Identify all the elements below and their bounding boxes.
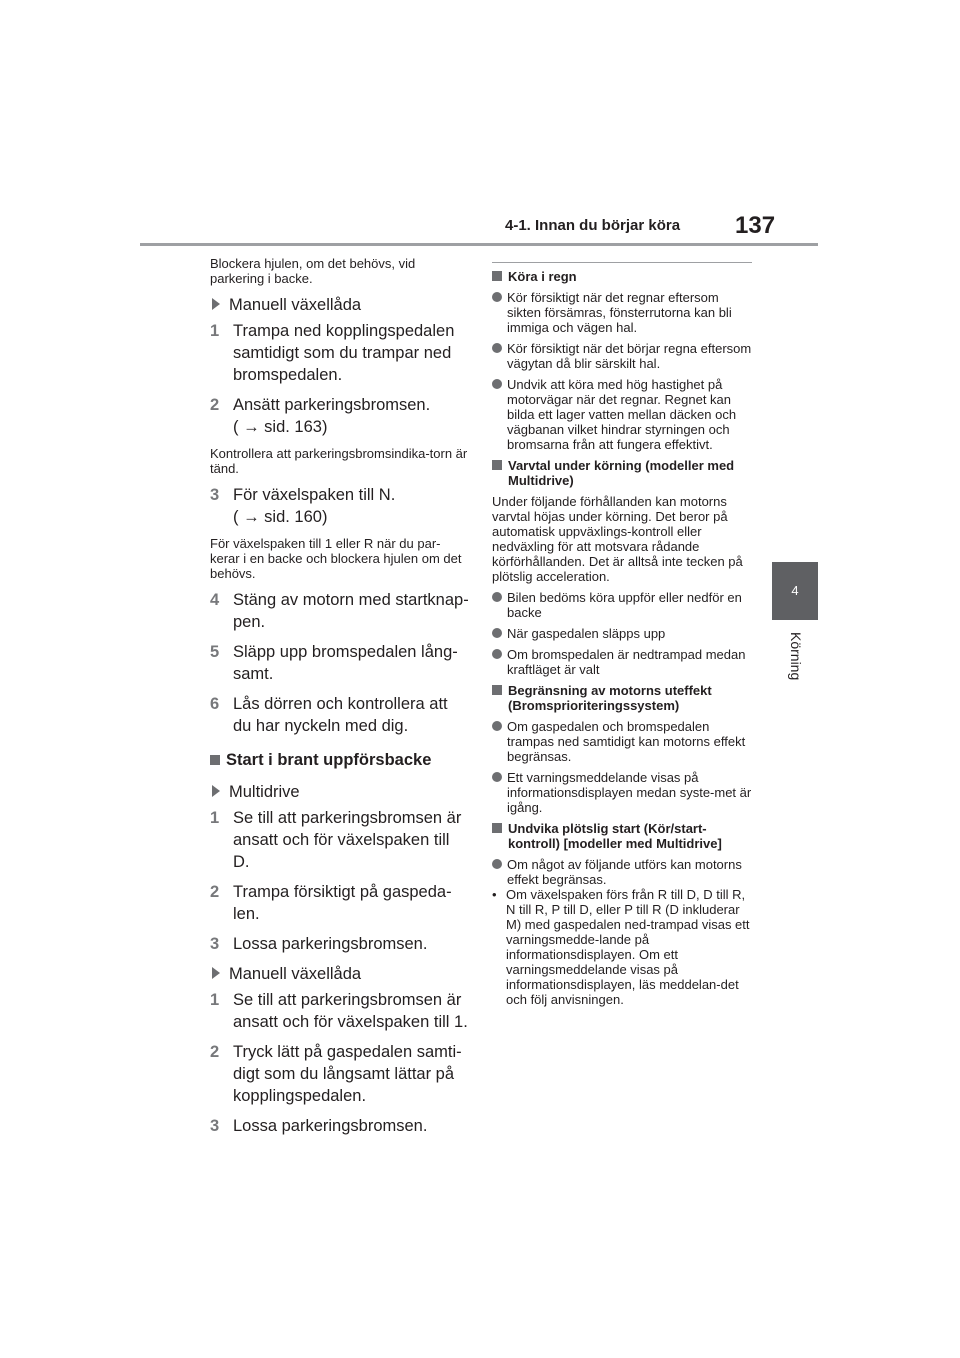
step: 1 Trampa ned kopplingspedalen samtidigt som du trampar ned bromspedalen. xyxy=(210,322,455,384)
step: 3 Lossa parkeringsbromsen. xyxy=(210,935,428,953)
step: 4 Stäng av motorn med startknap-pen. xyxy=(210,591,469,631)
bullet-icon xyxy=(492,343,502,353)
triangle-icon xyxy=(212,298,220,310)
header-title: 4-1. Innan du börjar köra xyxy=(505,217,681,234)
bullet-icon xyxy=(492,628,502,638)
info-heading: Begränsning av motorns uteffekt (Bromsprioriteringssystem) xyxy=(492,683,752,713)
note-text: Kontrollera att parkeringsbromsindika-torn är tänd. xyxy=(210,446,468,476)
square-icon xyxy=(492,271,502,281)
chapter-tab: 4 xyxy=(772,562,818,620)
right-column xyxy=(492,262,752,1013)
triangle-icon xyxy=(212,785,220,797)
step: 5 Släpp upp bromspedalen lång-samt. xyxy=(210,643,458,683)
square-icon xyxy=(492,460,502,470)
page-reference: ( → sid. 163) xyxy=(233,418,328,436)
bullet-item: Om bromspedalen är nedtrampad medan kraftläget är valt xyxy=(492,647,752,677)
step: 2 Tryck lätt på gaspedalen samti-digt som du långsamt lättar på kopplingspedalen. xyxy=(210,1043,462,1105)
bullet-item: Bilen bedöms köra uppför eller nedför en backe xyxy=(492,590,752,620)
bullet-icon xyxy=(492,649,502,659)
step: 3 För växelspaken till N. ( → sid. 160) xyxy=(210,486,396,526)
bullet-item: Kör försiktigt när det regnar eftersom sikten försämras, fönsterrutorna kan bli immiga och vägen hal. xyxy=(492,290,752,335)
info-heading: Undvika plötslig start (Kör/start-kontroll) [modeller med Multidrive] xyxy=(492,821,752,851)
square-icon xyxy=(492,823,502,833)
small-bullet-icon: • xyxy=(492,887,497,902)
sub-bullet-item: • Om växelspaken förs från R till D, D till R, N till R, P till D, eller P till R (D inkluderar M) med gaspedalen ned-trampad visas ett varningsmedde-lande på informationsdisplayen. Om ett varningsmeddelande visas på informationsdisplayen, läs meddelan-det och följ anvisningen. xyxy=(492,887,750,1007)
subheading-multidrive: Multidrive xyxy=(210,781,470,803)
section-heading: Start i brant uppförsbacke xyxy=(210,749,470,771)
bullet-icon xyxy=(492,592,502,602)
note-text: För växelspaken till 1 eller R när du par-kerar i en backe och blockera hjulen om det behövs. xyxy=(210,536,462,581)
step: 2 Ansätt parkeringsbromsen. ( → sid. 163) xyxy=(210,396,431,436)
bullet-item: Undvik att köra med hög hastighet på motorvägar när det regnar. Regnet kan bilda ett lager vatten mellan däcken och vägbanan vilket hindrar styrningen och bromsarna från att fungera effektivt. xyxy=(492,377,752,452)
info-heading: Köra i regn xyxy=(492,269,752,284)
triangle-icon xyxy=(212,967,220,979)
column-divider xyxy=(492,262,752,263)
bullet-icon xyxy=(492,379,502,389)
info-heading: Varvtal under körning (modeller med Multidrive) xyxy=(492,458,752,488)
left-column xyxy=(210,256,470,1145)
bullet-item: Kör försiktigt när det börjar regna eftersom vägytan då blir särskilt hal. xyxy=(492,341,752,371)
square-icon xyxy=(210,755,220,765)
bullet-icon xyxy=(492,859,502,869)
subheading-manual: Manuell växellåda xyxy=(210,963,470,985)
bullet-icon xyxy=(492,772,502,782)
bullet-icon xyxy=(492,292,502,302)
header-divider xyxy=(140,243,818,246)
info-paragraph: Under följande förhållanden kan motorns varvtal höjas under körning. Det beror på automatisk uppväxlings-kontroll eller nedväxling för att motsvara rådande körförhållanden. Det är alltså inte tecken på plötslig acceleration. xyxy=(492,494,743,584)
bullet-item: När gaspedalen släpps upp xyxy=(492,626,752,641)
step: 2 Trampa försiktigt på gaspeda-len. xyxy=(210,883,452,923)
intro-text: Blockera hjulen, om det behövs, vid parkering i backe. xyxy=(210,256,416,286)
bullet-item: Om gaspedalen och bromspedalen trampas ned samtidigt kan motorns effekt begränsas. xyxy=(492,719,752,764)
page-reference: ( → sid. 160) xyxy=(233,508,328,526)
step: 1 Se till att parkeringsbromsen är ansatt och för växelspaken till D. xyxy=(210,809,462,871)
bullet-item: Om något av följande utförs kan motorns effekt begränsas. xyxy=(492,857,752,887)
bullet-item: Ett varningsmeddelande visas på informationsdisplayen medan syste-met är igång. xyxy=(492,770,752,815)
square-icon xyxy=(492,685,502,695)
subheading-manual: Manuell växellåda xyxy=(210,294,470,316)
chapter-label: Körning xyxy=(788,632,804,681)
page-number: 137 xyxy=(735,212,776,239)
step: 3 Lossa parkeringsbromsen. xyxy=(210,1117,428,1135)
bullet-icon xyxy=(492,721,502,731)
step: 1 Se till att parkeringsbromsen är ansatt och för växelspaken till 1. xyxy=(210,991,468,1031)
step: 6 Lås dörren och kontrollera att du har nyckeln med dig. xyxy=(210,695,448,735)
